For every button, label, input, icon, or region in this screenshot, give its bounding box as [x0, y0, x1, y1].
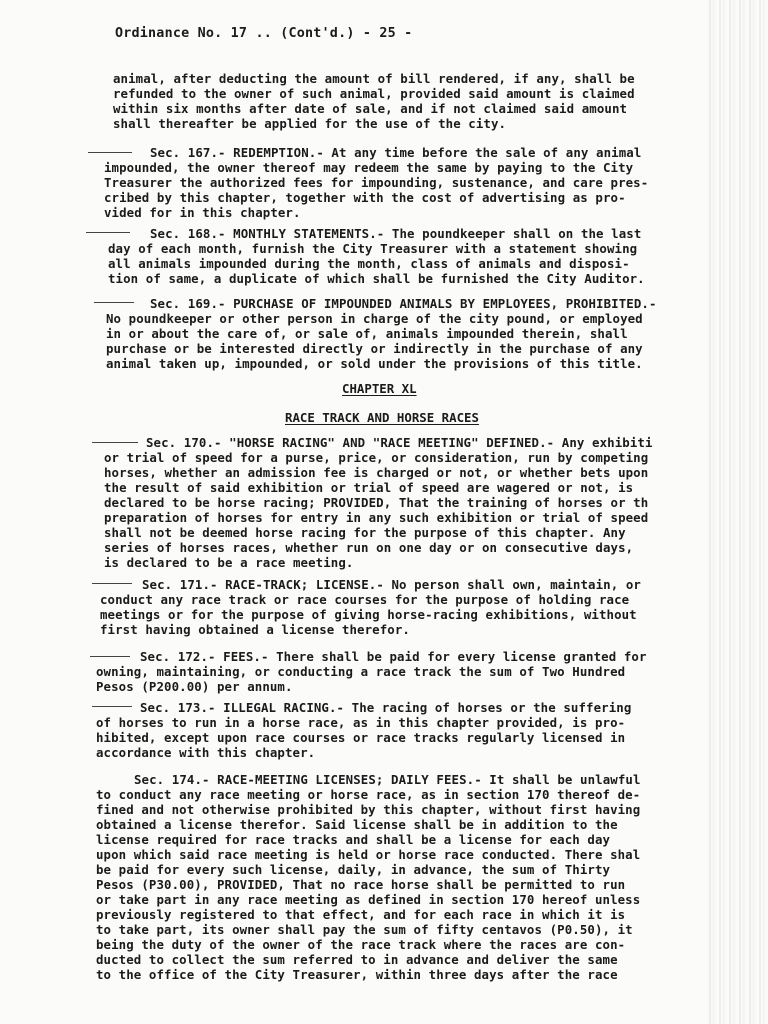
text-line: owning, maintaining, or conducting a race track the sum of Two Hundred: [96, 664, 626, 679]
text-line: Treasurer the authorized fees for impounding, sustenance, and care pres-: [104, 175, 649, 190]
chapter-heading: CHAPTER XL: [342, 381, 417, 396]
text-line: hibited, except upon race courses or race tracks regularly licensed in: [96, 730, 626, 745]
text-line: Sec. 173.- ILLEGAL RACING.- The racing of horses or the suffering: [140, 700, 632, 715]
margin-mark: [92, 706, 132, 707]
text-line: series of horses races, whether run on one day or on consecutive days,: [104, 540, 634, 555]
text-line: previously registered to that effect, and for each race in which it is: [96, 907, 626, 922]
text-line: Sec. 170.- "HORSE RACING" AND "RACE MEETING" DEFINED.- Any exhibiti: [146, 435, 653, 450]
scan-edge: [706, 0, 768, 1024]
text-line: meetings or for the purpose of giving horse-racing exhibitions, without: [100, 607, 637, 622]
text-line: impounded, the owner thereof may redeem the same by paying to the City: [104, 160, 634, 175]
text-line: preparation of horses for entry in any such exhibition or trial of speed: [104, 510, 649, 525]
text-line: of horses to run in a horse race, as in this chapter provided, is pro-: [96, 715, 626, 730]
text-line: obtained a license therefor. Said license shall be in addition to the: [96, 817, 618, 832]
text-line: fined and not otherwise prohibited by this chapter, without first having: [96, 802, 641, 817]
text-line: conduct any race track or race courses for the purpose of holding race: [100, 592, 630, 607]
page-header: Ordinance No. 17 .. (Cont'd.) - 25 -: [115, 26, 413, 41]
text-line: tion of same, a duplicate of which shall be furnished the City Auditor.: [108, 271, 645, 286]
text-line: shall thereafter be applied for the use of the city.: [113, 116, 507, 131]
text-line: to the office of the City Treasurer, within three days after the race: [96, 967, 618, 982]
text-line: purchase or be interested directly or indirectly in the purchase of any: [106, 341, 643, 356]
text-line: refunded to the owner of such animal, provided said amount is claimed: [113, 86, 635, 101]
text-line: ducted to collect the sum referred to in advance and deliver the same: [96, 952, 618, 967]
text-line: Sec. 169.- PURCHASE OF IMPOUNDED ANIMALS BY EMPLOYEES, PROHIBITED.-: [150, 296, 657, 311]
text-line: day of each month, furnish the City Treasurer with a statement showing: [108, 241, 638, 256]
text-line: animal, after deducting the amount of bill rendered, if any, shall be: [113, 71, 635, 86]
text-line: Sec. 174.- RACE-MEETING LICENSES; DAILY FEES.- It shall be unlawful: [134, 772, 641, 787]
text-line: Pesos (P30.00), PROVIDED, That no race horse shall be permitted to run: [96, 877, 626, 892]
margin-mark: [94, 302, 134, 303]
text-line: upon which said race meeting is held or horse race conducted. There shal: [96, 847, 641, 862]
text-line: shall not be deemed horse racing for the purpose of this chapter. Any: [104, 525, 626, 540]
text-line: animal taken up, impounded, or sold under the provisions of this title.: [106, 356, 643, 371]
text-line: the result of said exhibition or trial of speed are wagered or not, is: [104, 480, 634, 495]
text-line: horses, whether an admission fee is charged or not, or whether bets upon: [104, 465, 649, 480]
text-line: Pesos (P200.00) per annum.: [96, 679, 293, 694]
margin-mark: [90, 656, 130, 657]
text-line: Sec. 171.- RACE-TRACK; LICENSE.- No person shall own, maintain, or: [142, 577, 641, 592]
text-line: license required for race tracks and shall be a license for each day: [96, 832, 611, 847]
text-line: Sec. 172.- FEES.- There shall be paid for every license granted for: [140, 649, 647, 664]
chapter-title: RACE TRACK AND HORSE RACES: [285, 410, 479, 425]
margin-mark: [88, 152, 132, 153]
margin-mark: [92, 442, 138, 443]
text-line: or take part in any race meeting as defined in section 170 hereof unless: [96, 892, 641, 907]
text-line: declared to be horse racing; PROVIDED, That the training of horses or th: [104, 495, 649, 510]
text-line: first having obtained a license therefor.: [100, 622, 410, 637]
text-line: No poundkeeper or other person in charge of the city pound, or employed: [106, 311, 643, 326]
text-line: or trial of speed for a purse, price, or consideration, run by competing: [104, 450, 649, 465]
text-line: is declared to be a race meeting.: [104, 555, 354, 570]
text-line: within six months after date of sale, and if not claimed said amount: [113, 101, 628, 116]
margin-mark: [92, 583, 132, 584]
margin-mark: [86, 232, 130, 233]
text-line: to conduct any race meeting or horse race, as in section 170 thereof de-: [96, 787, 641, 802]
text-line: be paid for every such license, daily, in advance, the sum of Thirty: [96, 862, 611, 877]
text-line: being the duty of the owner of the race track where the races are con-: [96, 937, 626, 952]
text-line: in or about the care of, or sale of, animals impounded therein, shall: [106, 326, 628, 341]
text-line: to take part, its owner shall pay the sum of fifty centavos (P0.50), it: [96, 922, 633, 937]
text-line: vided for in this chapter.: [104, 205, 301, 220]
text-line: cribed by this chapter, together with the cost of advertising as pro-: [104, 190, 626, 205]
text-line: Sec. 167.- REDEMPTION.- At any time before the sale of any animal: [150, 145, 642, 160]
text-line: all animals impounded during the month, class of animals and disposi-: [108, 256, 630, 271]
text-line: Sec. 168.- MONTHLY STATEMENTS.- The poundkeeper shall on the last: [150, 226, 642, 241]
text-line: accordance with this chapter.: [96, 745, 316, 760]
